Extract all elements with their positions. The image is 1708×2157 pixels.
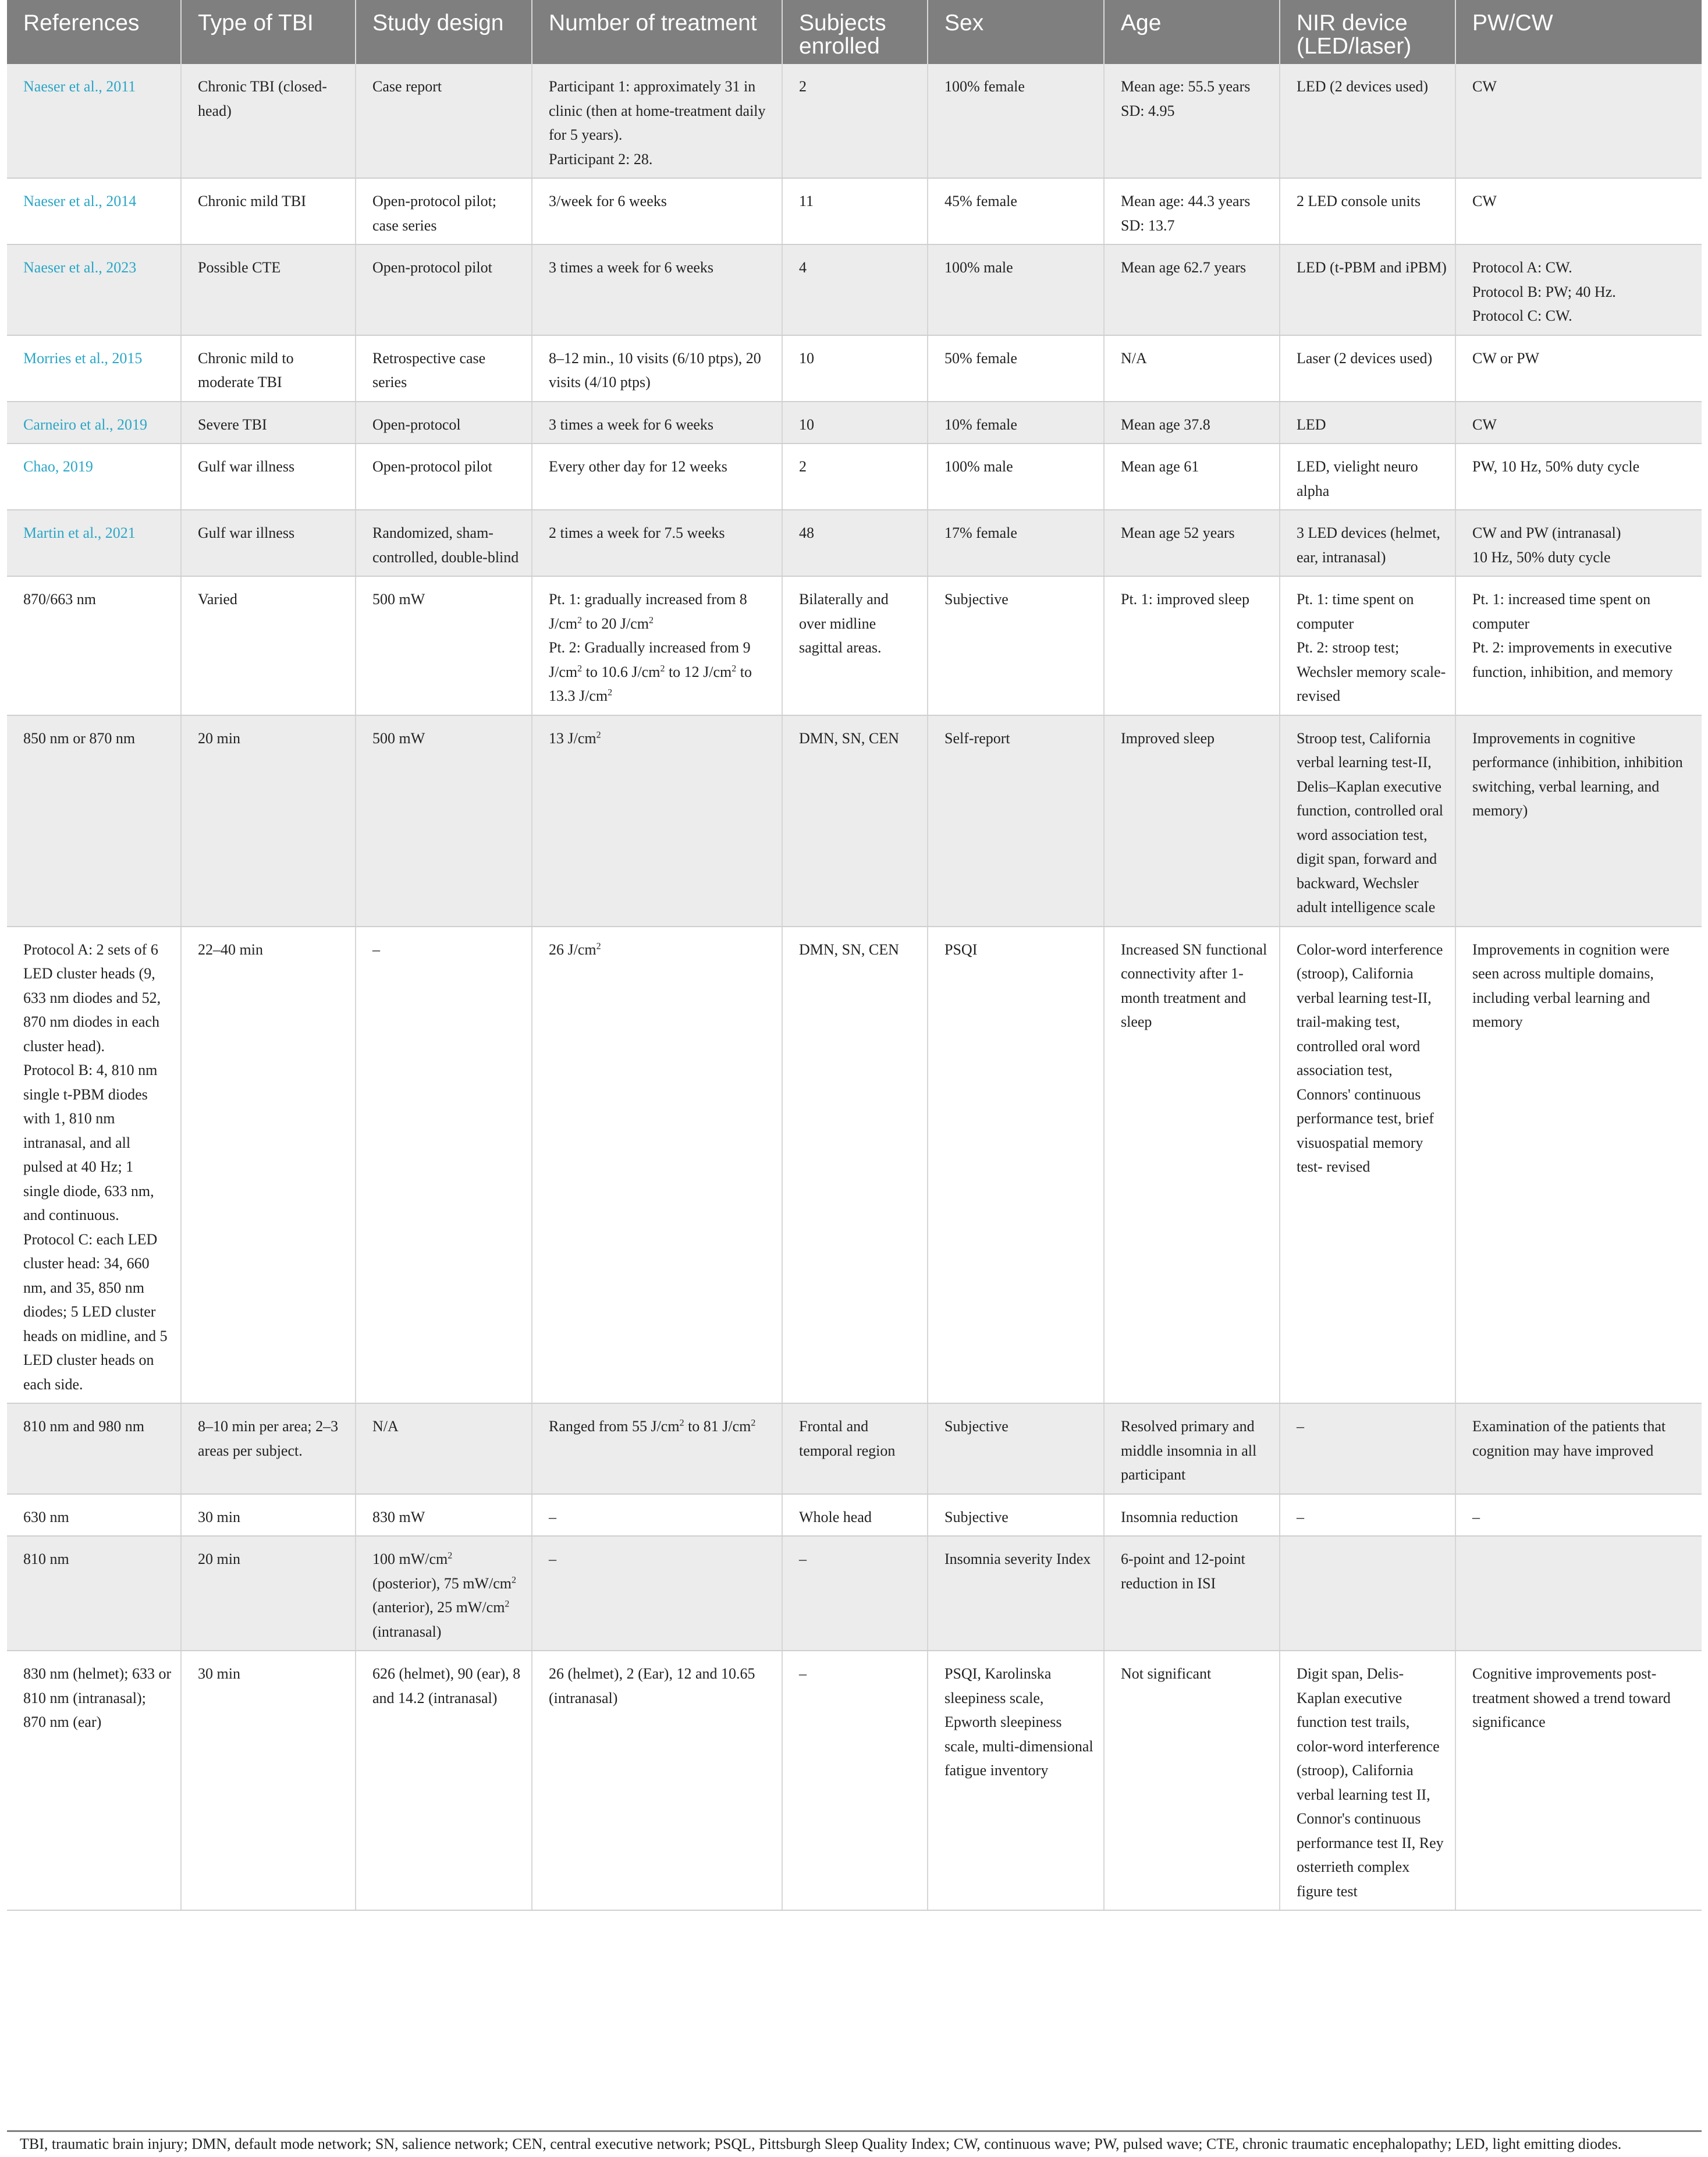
cell-text: 13 $J/cm^2$ (549, 729, 601, 747)
cell-number-of-treatment (532, 927, 782, 1404)
cell-text: 3 times a week for 6 weeks (549, 416, 714, 433)
cell-references (7, 927, 181, 1404)
cell-text: Mean age: 55.5 years SD: 4.95 (1121, 78, 1251, 119)
cell-text: Examination of the patients that cognition may have improved (1472, 1418, 1666, 1459)
cell-text: 830 nm (helmet); 633 or 810 nm (intranasal); 870 nm (ear) (23, 1665, 172, 1730)
column-header-age: Age (1104, 0, 1280, 64)
cell-text: Frontal and temporal region (799, 1418, 896, 1459)
cell-text: 10% female (944, 416, 1017, 433)
cell-text: – (372, 941, 380, 958)
reference-link[interactable]: Naeser et al., 2023 (23, 259, 137, 276)
cell-text: Mean age 61 (1121, 458, 1199, 475)
cell-text: Digit span, Delis-Kaplan executive function test trails, color-word interference (stroop), California verbal learning test II, Connor's continuous performance test II, Rey osterrieth complex figure test (1297, 1665, 1444, 1900)
cell-text: 48 (799, 524, 814, 541)
cell-text: Pt. 1: increased time spent on computer Pt. 2: improvements in executive function, inhibition, and memory (1472, 591, 1673, 680)
table-row (7, 576, 1702, 715)
cell-study-design (356, 715, 532, 927)
table-row (7, 64, 1702, 178)
cell-text: 3/week for 6 weeks (549, 193, 667, 210)
cell-text: Mean age: 44.3 years SD: 13.7 (1121, 193, 1251, 234)
cell-references (7, 510, 181, 576)
cell-age (1104, 1494, 1280, 1537)
cell-type-of-tbi (181, 576, 356, 715)
cell-pw-cw (1455, 402, 1702, 444)
cell-study-design (356, 1494, 532, 1537)
cell-sex (928, 1651, 1104, 1910)
cell-subjects-enrolled (782, 64, 928, 178)
column-header-references: References (7, 0, 181, 64)
cell-age (1104, 402, 1280, 444)
cell-text: 810 nm (23, 1551, 69, 1567)
column-header-subjects-enrolled: Subjects enrolled (782, 0, 928, 64)
column-header-nir-device: NIR device (LED/laser) (1280, 0, 1455, 64)
cell-nir-device (1280, 244, 1455, 335)
cell-pw-cw (1455, 178, 1702, 244)
cell-text: Gulf war illness (198, 524, 295, 541)
cell-text: 3 times a week for 6 weeks (549, 259, 714, 276)
table-row (7, 510, 1702, 576)
cell-type-of-tbi (181, 178, 356, 244)
cell-nir-device (1280, 335, 1455, 402)
cell-pw-cw (1455, 335, 1702, 402)
cell-subjects-enrolled (782, 1536, 928, 1651)
cell-text: PSQI, Karolinska sleepiness scale, Epworth sleepiness scale, multi-dimensional fatigue inventory (944, 1665, 1093, 1779)
cell-study-design (356, 927, 532, 1404)
cell-text: PSQI (944, 941, 978, 958)
cell-number-of-treatment (532, 335, 782, 402)
cell-text: 26 (helmet), 2 (Ear), 12 and 10.65 (intranasal) (549, 1665, 755, 1707)
cell-text: LED (2 devices used) (1297, 78, 1428, 95)
cell-text: DMN, SN, CEN (799, 941, 899, 958)
cell-nir-device (1280, 927, 1455, 1404)
cell-type-of-tbi (181, 1403, 356, 1494)
cell-text: N/A (1121, 349, 1147, 367)
cell-text: CW and PW (intranasal) 10 Hz, 50% duty cycle (1472, 524, 1621, 566)
cell-text: 8–10 min per area; 2–3 areas per subject. (198, 1418, 339, 1459)
cell-number-of-treatment (532, 715, 782, 927)
table-footnote: TBI, traumatic brain injury; DMN, default mode network; SN, salience network; CEN, central executive network; PSQL, Pittsburgh Sleep Quality Index; CW, continuous wave; PW, pulsed wave; CTE, chronic traumatic encephalopathy; LED, light emitting diodes. (7, 2130, 1702, 2153)
cell-subjects-enrolled (782, 1403, 928, 1494)
cell-text: 630 nm (23, 1508, 69, 1525)
cell-text: Mean age 62.7 years (1121, 259, 1247, 276)
cell-number-of-treatment (532, 1651, 782, 1910)
cell-text: CW (1472, 193, 1497, 210)
column-header-number-of-treatment: Number of treatment (532, 0, 782, 64)
cell-subjects-enrolled (782, 402, 928, 444)
cell-nir-device (1280, 178, 1455, 244)
cell-age (1104, 510, 1280, 576)
cell-number-of-treatment (532, 1403, 782, 1494)
cell-text: Whole head (799, 1508, 872, 1525)
cell-text: 2 (799, 78, 807, 95)
table-row (7, 927, 1702, 1404)
cell-subjects-enrolled (782, 715, 928, 927)
cell-text: Chronic TBI (closed-head) (198, 78, 327, 119)
cell-text: Subjective (944, 1418, 1009, 1435)
cell-sex (928, 927, 1104, 1404)
cell-text: 2 times a week for 7.5 weeks (549, 524, 725, 541)
cell-text: Color-word interference (stroop), California verbal learning test-II, trail-making test, controlled oral word association test, Connors' continuous performance test, brief visuospatial memory test- revised (1297, 941, 1443, 1175)
cell-references (7, 1536, 181, 1651)
cell-text: 2 (799, 458, 807, 475)
cell-subjects-enrolled (782, 576, 928, 715)
cell-subjects-enrolled (782, 444, 928, 510)
cell-text: Improvements in cognition were seen across multiple domains, including verbal learning and memory (1472, 941, 1670, 1030)
cell-text: 17% female (944, 524, 1017, 541)
cell-text: DMN, SN, CEN (799, 729, 899, 747)
cell-type-of-tbi (181, 1536, 356, 1651)
column-header-pw-cw: PW/CW (1455, 0, 1702, 64)
cell-text: Protocol A: CW. Protocol B: PW; 40 Hz. Protocol C: CW. (1472, 259, 1616, 324)
cell-text: – (549, 1508, 556, 1525)
cell-study-design (356, 178, 532, 244)
table-row (7, 244, 1702, 335)
cell-type-of-tbi (181, 1651, 356, 1910)
cell-study-design (356, 444, 532, 510)
cell-text: Mean age 52 years (1121, 524, 1235, 541)
cell-age (1104, 244, 1280, 335)
cell-text: Gulf war illness (198, 458, 295, 475)
cell-text: 22–40 min (198, 941, 263, 958)
cell-nir-device (1280, 510, 1455, 576)
cell-pw-cw (1455, 244, 1702, 335)
cell-study-design (356, 64, 532, 178)
cell-text: Protocol A: 2 sets of 6 LED cluster heads (9, 633 nm diodes and 52, 870 nm diodes in each cluster head). Protocol B: 4, 810 nm single t-PBM diodes with 1, 810 nm intranasal, and all pulsed at 40 Hz; 1 single diode, 633 nm, and continuous. Protocol C: each LED cluster head: 34, 660 nm, and 35, 850 nm diodes; 5 LED cluster heads on midline, and 5 LED cluster heads on each side. (23, 941, 168, 1393)
cell-nir-device (1280, 1403, 1455, 1494)
cell-type-of-tbi (181, 927, 356, 1404)
cell-text: 100 $mW/cm^2$ (posterior), 75 $mW/cm^2$ (anterior), 25 $mW/cm^2$ (intranasal) (372, 1551, 516, 1640)
table-row (7, 1494, 1702, 1537)
cell-text: Open-protocol (372, 416, 461, 433)
cell-study-design (356, 1536, 532, 1651)
cell-subjects-enrolled (782, 178, 928, 244)
cell-type-of-tbi (181, 715, 356, 927)
cell-text: – (799, 1551, 807, 1567)
cell-references (7, 335, 181, 402)
cell-text: 850 nm or 870 nm (23, 729, 136, 747)
cell-text: 6-point and 12-point reduction in ISI (1121, 1551, 1245, 1592)
cell-type-of-tbi (181, 64, 356, 178)
cell-text: 20 min (198, 1551, 240, 1567)
cell-subjects-enrolled (782, 335, 928, 402)
cell-text: Randomized, sham-controlled, double-blind (372, 524, 519, 566)
cell-references (7, 1494, 181, 1537)
cell-references (7, 402, 181, 444)
cell-text: Self-report (944, 729, 1010, 747)
cell-pw-cw (1455, 510, 1702, 576)
cell-text: Resolved primary and middle insomnia in all participant (1121, 1418, 1257, 1483)
cell-text: Ranged from 55 $J/cm^2$ to 81 $J/cm^2$ (549, 1418, 756, 1435)
cell-subjects-enrolled (782, 927, 928, 1404)
cell-nir-device (1280, 715, 1455, 927)
cell-sex (928, 1536, 1104, 1651)
reference-link[interactable]: Morries et al., 2015 (23, 349, 143, 367)
cell-text: 45% female (944, 193, 1017, 210)
cell-text: 100% male (944, 259, 1013, 276)
cell-text: 100% male (944, 458, 1013, 475)
cell-references (7, 244, 181, 335)
cell-text: 30 min (198, 1508, 240, 1525)
cell-text: Improvements in cognitive performance (inhibition, inhibition switching, verbal learning, and memory) (1472, 729, 1683, 819)
cell-age (1104, 444, 1280, 510)
table-body (7, 64, 1702, 1910)
cell-sex (928, 178, 1104, 244)
cell-pw-cw (1455, 444, 1702, 510)
cell-text: 500 mW (372, 729, 425, 747)
cell-text: CW or PW (1472, 349, 1540, 367)
cell-pw-cw (1455, 1494, 1702, 1537)
cell-text: LED (1297, 416, 1326, 433)
cell-text: 830 mW (372, 1508, 425, 1525)
cell-age (1104, 927, 1280, 1404)
cell-sex (928, 1403, 1104, 1494)
cell-text: 10 (799, 349, 814, 367)
cell-age (1104, 64, 1280, 178)
cell-number-of-treatment (532, 178, 782, 244)
cell-pw-cw (1455, 1651, 1702, 1910)
cell-text: Subjective (944, 1508, 1009, 1525)
cell-text: Participant 1: approximately 31 in clinic (then at home-treatment daily for 5 years). Participant 2: 28. (549, 78, 766, 168)
cell-text: Improved sleep (1121, 729, 1215, 747)
cell-text: LED (t-PBM and iPBM) (1297, 259, 1447, 276)
cell-age (1104, 1403, 1280, 1494)
cell-study-design (356, 335, 532, 402)
cell-age (1104, 715, 1280, 927)
reference-link[interactable]: Martin et al., 2021 (23, 524, 136, 541)
cell-sex (928, 244, 1104, 335)
cell-pw-cw (1455, 715, 1702, 927)
cell-text: CW (1472, 78, 1497, 95)
cell-study-design (356, 1403, 532, 1494)
cell-type-of-tbi (181, 402, 356, 444)
reference-link[interactable]: Chao, 2019 (23, 458, 93, 475)
cell-age (1104, 178, 1280, 244)
cell-sex (928, 1494, 1104, 1537)
cell-nir-device (1280, 576, 1455, 715)
table-row (7, 335, 1702, 402)
table-container (7, 0, 1702, 1911)
cell-text: – (1472, 1508, 1480, 1525)
cell-text: Open-protocol pilot; case series (372, 193, 497, 234)
cell-nir-device (1280, 64, 1455, 178)
cell-text: Insomnia reduction (1121, 1508, 1238, 1525)
table-row (7, 402, 1702, 444)
cell-text: Mean age 37.8 (1121, 416, 1210, 433)
table-row (7, 1403, 1702, 1494)
cell-text: Laser (2 devices used) (1297, 349, 1433, 367)
cell-sex (928, 402, 1104, 444)
cell-references (7, 444, 181, 510)
cell-subjects-enrolled (782, 1494, 928, 1537)
cell-study-design (356, 510, 532, 576)
cell-text: 50% female (944, 349, 1017, 367)
cell-pw-cw (1455, 1536, 1702, 1651)
cell-subjects-enrolled (782, 244, 928, 335)
cell-nir-device (1280, 1494, 1455, 1537)
table-row (7, 444, 1702, 510)
cell-text: Subjective (944, 591, 1009, 608)
cell-text: 4 (799, 259, 807, 276)
cell-text: Every other day for 12 weeks (549, 458, 727, 475)
reference-link[interactable]: Naeser et al., 2014 (23, 193, 137, 210)
cell-type-of-tbi (181, 510, 356, 576)
cell-text: Severe TBI (198, 416, 267, 433)
cell-text: – (1297, 1418, 1304, 1435)
cell-sex (928, 64, 1104, 178)
cell-type-of-tbi (181, 244, 356, 335)
cell-text: 20 min (198, 729, 240, 747)
cell-number-of-treatment (532, 444, 782, 510)
cell-sex (928, 576, 1104, 715)
cell-subjects-enrolled (782, 1651, 928, 1910)
cell-text: Pt. 1: gradually increased from 8 $J/cm^2$ to 20 $J/cm^2$ Pt. 2: Gradually increased from 9 $J/cm^2$ to 10.6 $J/cm^2$ to 12 $J/cm^2$ to 13.3 $J/cm^2$ (549, 591, 752, 704)
cell-number-of-treatment (532, 244, 782, 335)
cell-text: 30 min (198, 1665, 240, 1682)
cell-text: N/A (372, 1418, 399, 1435)
cell-text: 26 $J/cm^2$ (549, 941, 601, 958)
cell-nir-device (1280, 1536, 1455, 1651)
cell-study-design (356, 402, 532, 444)
cell-type-of-tbi (181, 1494, 356, 1537)
cell-pw-cw (1455, 1403, 1702, 1494)
cell-text: 3 LED devices (helmet, ear, intranasal) (1297, 524, 1440, 566)
reference-link[interactable]: Naeser et al., 2011 (23, 78, 136, 95)
table-header (7, 0, 1702, 64)
cell-nir-device (1280, 444, 1455, 510)
cell-age (1104, 576, 1280, 715)
cell-text: – (549, 1551, 556, 1567)
cell-references (7, 576, 181, 715)
cell-type-of-tbi (181, 444, 356, 510)
column-header-type-of-tbi: Type of TBI (181, 0, 356, 64)
cell-text: 11 (799, 193, 814, 210)
cell-references (7, 178, 181, 244)
cell-text: – (799, 1665, 807, 1682)
cell-text: 100% female (944, 78, 1025, 95)
cell-text: 500 mW (372, 591, 425, 608)
cell-text: Bilaterally and over midline sagittal areas. (799, 591, 889, 656)
cell-number-of-treatment (532, 576, 782, 715)
cell-text: Retrospective case series (372, 349, 486, 391)
cell-text: Pt. 1: time spent on computer Pt. 2: stroop test; Wechsler memory scale- revised (1297, 591, 1446, 704)
cell-text: 870/663 nm (23, 591, 96, 608)
study-table (7, 0, 1702, 1911)
cell-text: Not significant (1121, 1665, 1212, 1682)
table-row (7, 178, 1702, 244)
header-row (7, 0, 1702, 64)
table-row (7, 1536, 1702, 1651)
cell-number-of-treatment (532, 402, 782, 444)
cell-sex (928, 444, 1104, 510)
cell-sex (928, 335, 1104, 402)
cell-text: Possible CTE (198, 259, 281, 276)
cell-text: Increased SN functional connectivity after 1-month treatment and sleep (1121, 941, 1267, 1030)
cell-text: 626 (helmet), 90 (ear), 8 and 14.2 (intranasal) (372, 1665, 521, 1707)
table-row (7, 1651, 1702, 1910)
column-header-study-design: Study design (356, 0, 532, 64)
cell-text: – (1297, 1508, 1304, 1525)
cell-text: Cognitive improvements post-treatment showed a trend toward significance (1472, 1665, 1671, 1730)
cell-type-of-tbi (181, 335, 356, 402)
cell-study-design (356, 1651, 532, 1910)
cell-number-of-treatment (532, 510, 782, 576)
cell-nir-device (1280, 402, 1455, 444)
cell-age (1104, 1536, 1280, 1651)
cell-study-design (356, 576, 532, 715)
cell-text: Open-protocol pilot (372, 458, 492, 475)
cell-text: LED, vielight neuro alpha (1297, 458, 1418, 499)
cell-text: Pt. 1: improved sleep (1121, 591, 1249, 608)
cell-number-of-treatment (532, 1494, 782, 1537)
cell-references (7, 1403, 181, 1494)
column-header-sex: Sex (928, 0, 1104, 64)
cell-pw-cw (1455, 64, 1702, 178)
cell-references (7, 64, 181, 178)
cell-text: 810 nm and 980 nm (23, 1418, 144, 1435)
cell-text: Stroop test, California verbal learning test-II, Delis–Kaplan executive function, controlled oral word association test, digit span, forward and backward, Wechsler adult intelligence scale (1297, 729, 1443, 916)
cell-sex (928, 715, 1104, 927)
cell-text: Open-protocol pilot (372, 259, 492, 276)
cell-text: 10 (799, 416, 814, 433)
cell-text: Insomnia severity Index (944, 1551, 1091, 1567)
cell-text: Case report (372, 78, 442, 95)
cell-pw-cw (1455, 576, 1702, 715)
cell-text: PW, 10 Hz, 50% duty cycle (1472, 458, 1640, 475)
cell-references (7, 1651, 181, 1910)
cell-pw-cw (1455, 927, 1702, 1404)
cell-age (1104, 335, 1280, 402)
cell-sex (928, 510, 1104, 576)
cell-nir-device (1280, 1651, 1455, 1910)
cell-text: Chronic mild TBI (198, 193, 306, 210)
reference-link[interactable]: Carneiro et al., 2019 (23, 416, 147, 433)
cell-text: 2 LED console units (1297, 193, 1421, 210)
cell-number-of-treatment (532, 64, 782, 178)
cell-text: 8–12 min., 10 visits (6/10 ptps), 20 visits (4/10 ptps) (549, 349, 761, 391)
cell-text: CW (1472, 416, 1497, 433)
cell-age (1104, 1651, 1280, 1910)
cell-text: Chronic mild to moderate TBI (198, 349, 294, 391)
table-row (7, 715, 1702, 927)
cell-subjects-enrolled (782, 510, 928, 576)
cell-references (7, 715, 181, 927)
cell-text: Varied (198, 591, 237, 608)
cell-study-design (356, 244, 532, 335)
cell-number-of-treatment (532, 1536, 782, 1651)
